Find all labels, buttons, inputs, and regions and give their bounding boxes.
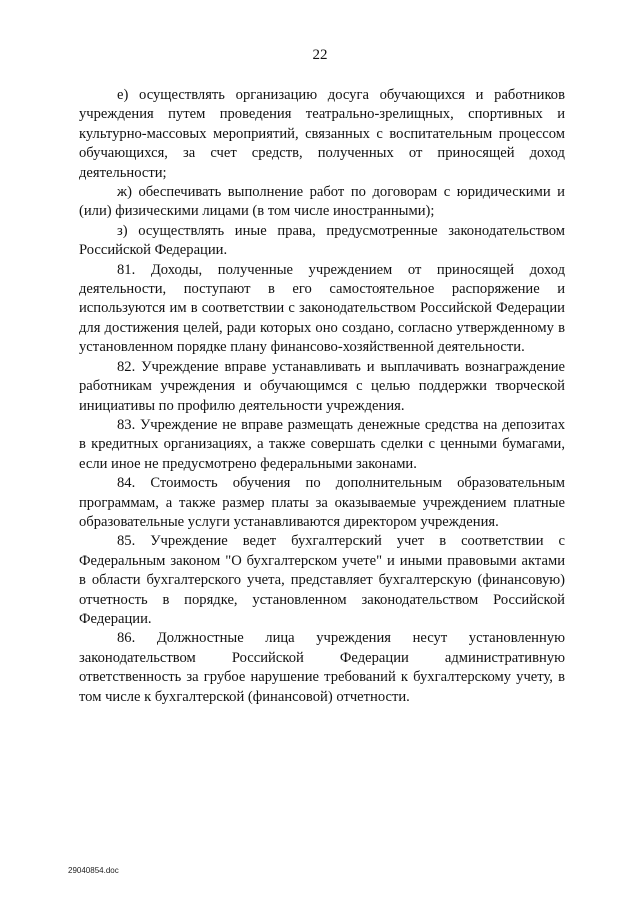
document-body [79,86,565,707]
paragraph-83: 83. Учреждение не вправе размещать денежные средства на депозитах в кредитных организациях, а также совершать сделки с ценными бумагами, если иное не предусмотрено федеральными законами. [79,416,565,472]
paragraph-item-e: е) осуществлять организацию досуга обучающихся и работников учреждения путем проведения театрально-зрелищных, спортивных и культурно-массовых мероприятий, связанных с воспитательным процессом обучающихся, за счет средств, полученных от приносящей доход деятельности; [79,87,565,181]
paragraph-82: 82. Учреждение вправе устанавливать и выплачивать вознаграждение работникам учреждения и обучающимся с целью поддержки творческой инициативы по профилю деятельности учреждения. [79,358,565,414]
paragraph-85: 85. Учреждение ведет бухгалтерский учет в соответствии с Федеральным законом "О бухгалтерском учете" и иными правовыми актами в области бухгалтерского учета, представляет бухгалтерскую (финансовую) отчетность в порядке, установленном законодательством Российской Федерации. [79,533,565,627]
page-number: 22 [312,47,328,63]
paragraph-item-zh: ж) обеспечивать выполнение работ по договорам с юридическими и (или) физическими лицами (в том числе иностранными); [79,184,565,220]
paragraph-84: 84. Стоимость обучения по дополнительным образовательным программам, а также размер платы за оказываемые учреждением платные образовательные услуги устанавливаются директором учреждения. [79,475,565,530]
file-name-footer: 29040854.doc [68,866,119,875]
paragraph-81: 81. Доходы, полученные учреждением от приносящей доход деятельности, поступают в его самостоятельное распоряжение и используются им в соответствии с законодательством Российской Федерации для достижения целей, ради которых оно создано, согласно утвержденному в установленном порядке плану финансово-хозяйственной деятельности. [79,261,565,356]
paragraph-item-z: з) осуществлять иные права, предусмотренные законодательством Российской Федерации. [79,222,565,259]
paragraph-86: 86. Должностные лица учреждения несут установленную законодательством Российской Федерации административную ответственность за грубое нарушение требований к бухгалтерскому учету, в том числе к бухгалтерской (финансовой) отчетности. [79,630,565,705]
